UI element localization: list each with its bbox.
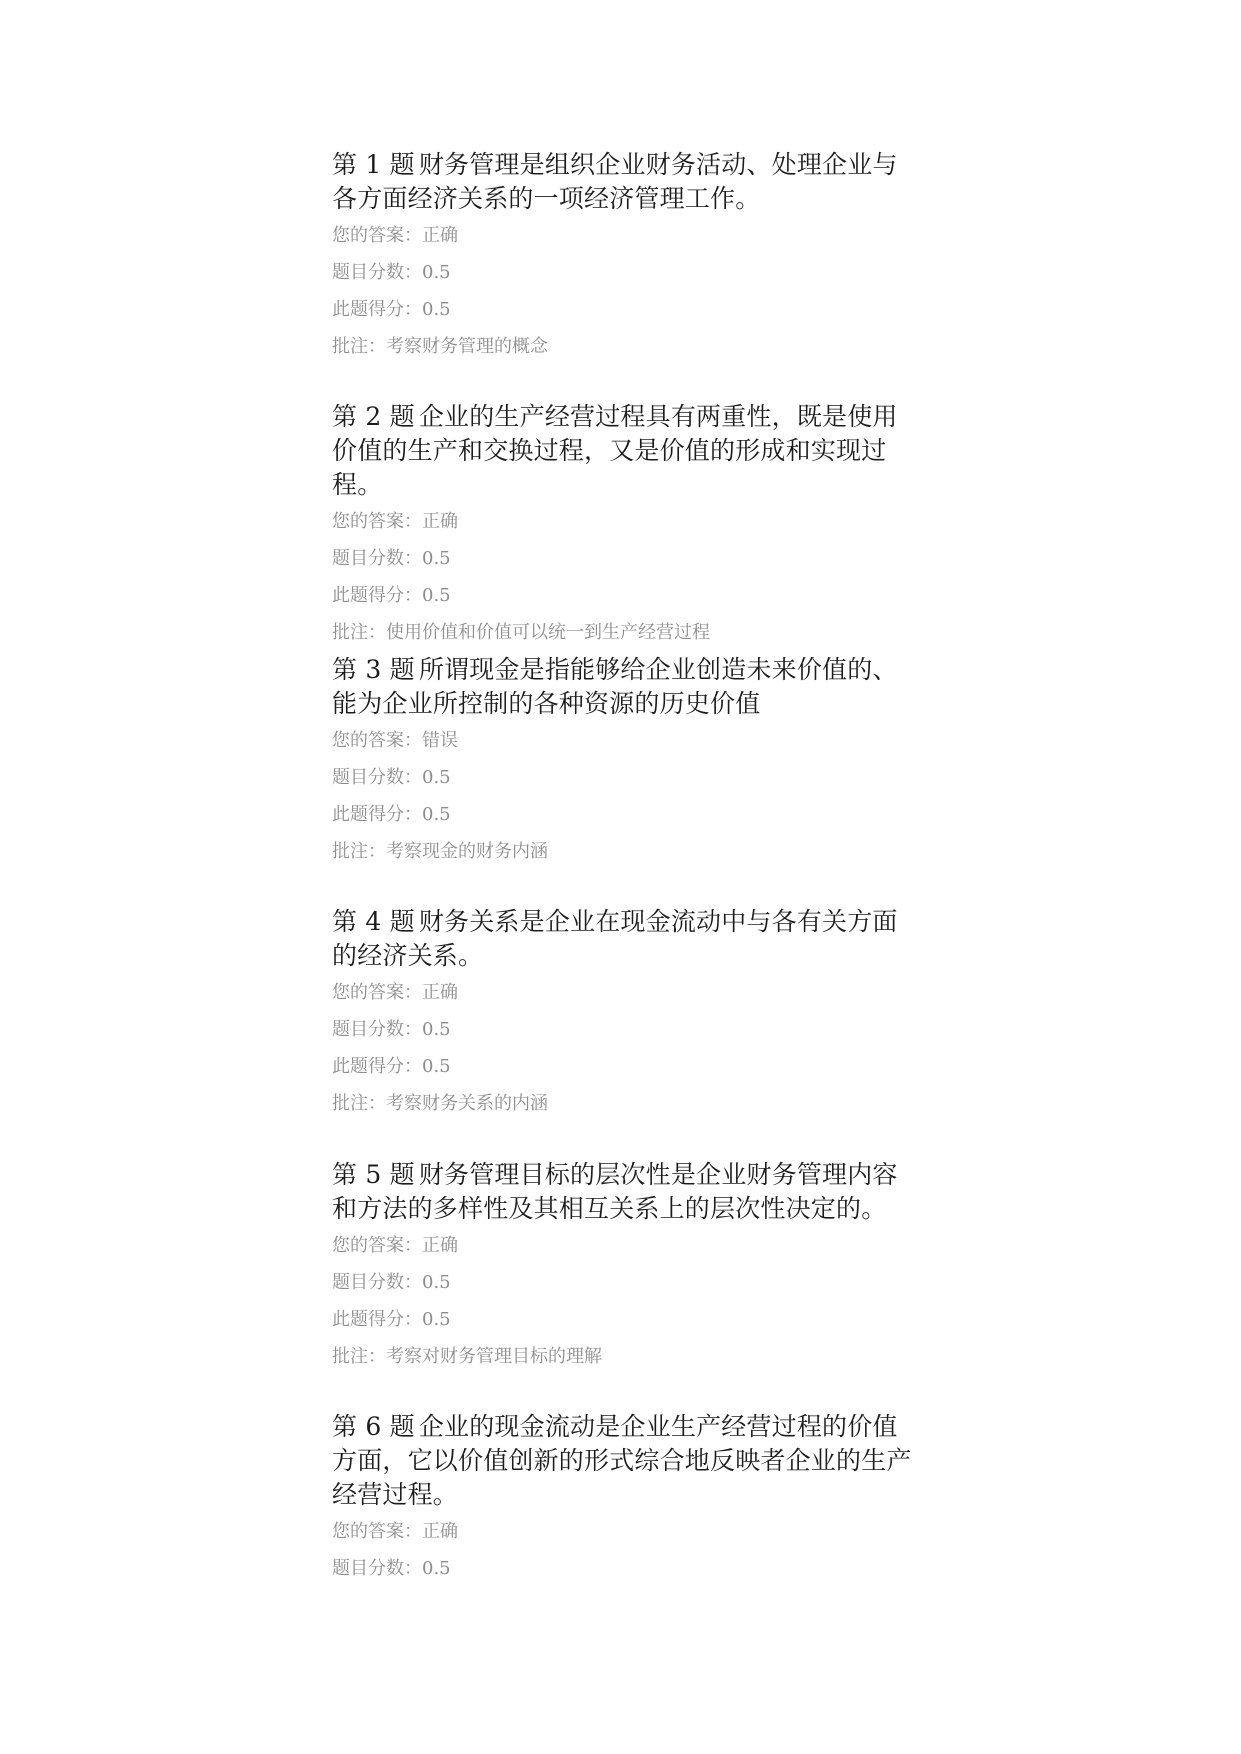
question-score: 题目分数：0.5 <box>332 767 451 788</box>
question-text: 财务关系是企业在现金流动中与各有关方面的经济关系。 <box>332 907 898 970</box>
question-score: 题目分数：0.5 <box>332 262 451 283</box>
your-answer: 您的答案：正确 <box>332 225 458 246</box>
comment: 批注：考察财务管理的概念 <box>332 336 548 357</box>
question-6-text-block <box>332 1410 922 1512</box>
question-number: 第 4 题 <box>332 907 415 936</box>
question-number: 第 5 题 <box>332 1160 415 1189</box>
question-2-text-block <box>332 400 922 502</box>
your-answer: 您的答案：错误 <box>332 730 458 751</box>
question-text: 财务管理是组织企业财务活动、处理企业与各方面经济关系的一项经济管理工作。 <box>332 150 898 213</box>
question-score: 题目分数：0.5 <box>332 548 451 569</box>
question-score: 题目分数：0.5 <box>332 1558 451 1579</box>
your-answer: 您的答案：正确 <box>332 1235 458 1256</box>
question-text: 财务管理目标的层次性是企业财务管理内容和方法的多样性及其相互关系上的层次性决定的。 <box>332 1160 898 1223</box>
question-number: 第 6 题 <box>332 1412 415 1441</box>
question-4-text-block <box>332 905 922 973</box>
earned-score: 此题得分：0.5 <box>332 804 451 825</box>
question-number: 第 2 题 <box>332 402 415 431</box>
question-4 <box>332 905 922 1158</box>
question-5 <box>332 1158 922 1410</box>
your-answer: 您的答案：正确 <box>332 511 458 532</box>
earned-score: 此题得分：0.5 <box>332 585 451 606</box>
your-answer: 您的答案：正确 <box>332 1521 458 1542</box>
question-1 <box>332 148 922 400</box>
question-score: 题目分数：0.5 <box>332 1272 451 1293</box>
comment: 批注：考察现金的财务内涵 <box>332 841 548 862</box>
question-text: 企业的现金流动是企业生产经营过程的价值方面，它以价值创新的形式综合地反映者企业的生产经营过程。 <box>332 1412 912 1509</box>
earned-score: 此题得分：0.5 <box>332 299 451 320</box>
question-6 <box>332 1410 922 1580</box>
earned-score: 此题得分：0.5 <box>332 1056 451 1077</box>
question-text: 企业的生产经营过程具有两重性，既是使用价值的生产和交换过程，又是价值的形成和实现过程。 <box>332 402 898 499</box>
your-answer: 您的答案：正确 <box>332 982 458 1003</box>
question-3 <box>332 653 922 905</box>
question-number: 第 1 题 <box>332 150 415 179</box>
question-score: 题目分数：0.5 <box>332 1019 451 1040</box>
question-1-text-block <box>332 148 922 216</box>
question-3-text-block <box>332 653 922 721</box>
question-5-text-block <box>332 1158 922 1226</box>
comment: 批注：使用价值和价值可以统一到生产经营过程 <box>332 622 710 643</box>
earned-score: 此题得分：0.5 <box>332 1309 451 1330</box>
question-text: 所谓现金是指能够给企业创造未来价值的、能为企业所控制的各种资源的历史价值 <box>332 655 898 718</box>
comment: 批注：考察财务关系的内涵 <box>332 1093 548 1114</box>
quiz-results-page <box>332 148 922 1595</box>
question-number: 第 3 题 <box>332 655 415 684</box>
question-2 <box>332 400 922 653</box>
comment: 批注：考察对财务管理目标的理解 <box>332 1346 602 1367</box>
